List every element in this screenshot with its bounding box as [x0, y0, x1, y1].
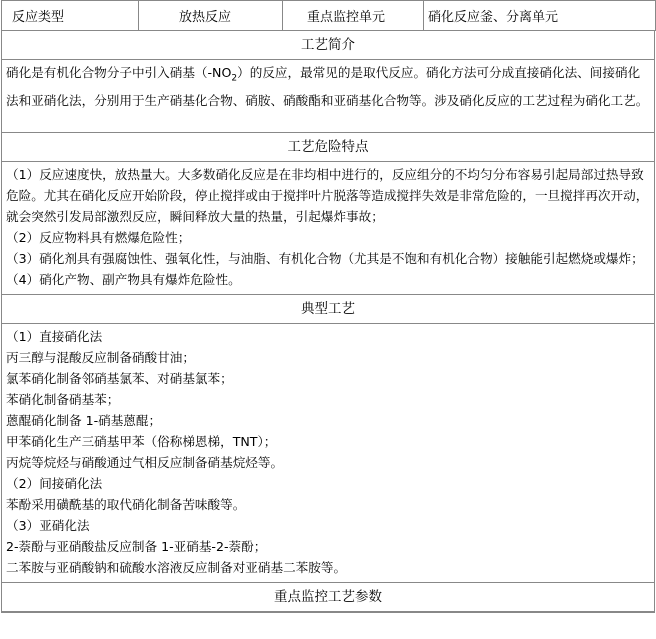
typical-line: 2-萘酚与亚硝酸盐反应制备 1-亚硝基-2-萘酚；	[6, 539, 267, 554]
typical-section	[1, 295, 655, 583]
typical-line: 苯硝化制备硝基苯；	[6, 392, 120, 407]
params-title: 重点监控工艺参数	[2, 583, 654, 612]
reaction-type-value: 放热反应	[139, 1, 283, 31]
intro-text	[2, 60, 654, 132]
intro-text-after: ）的反应，最常见的是取代反应。硝化方法可分成直接硝化法、间接硝化法和亚硝化法，分别用于生产硝基化合物、硝胺、硝酸酯和亚硝基化合物等。涉及硝化反应的工艺过程为硝化工艺。	[6, 65, 649, 108]
header-row	[2, 1, 656, 31]
hazard-item: （2）反应物料具有燃爆危险性；	[6, 230, 191, 245]
typical-line: （1）直接硝化法	[6, 329, 103, 344]
hazards-title: 工艺危险特点	[2, 133, 654, 162]
reaction-type-label: 反应类型	[2, 1, 139, 31]
params-section	[1, 583, 655, 613]
typical-line: 苯酚采用磺酰基的取代硝化制备苦味酸等。	[6, 497, 246, 512]
typical-line: 氯苯硝化制备邻硝基氯苯、对硝基氯苯；	[6, 371, 233, 386]
typical-line: 丙烷等烷烃与硝酸通过气相反应制备硝基烷烃等。	[6, 455, 284, 470]
hazards-list	[2, 162, 654, 294]
typical-line: 丙三醇与混酸反应制备硝酸甘油；	[6, 350, 195, 365]
hazard-item: （4）硝化产物、副产物具有爆炸危险性。	[6, 272, 241, 287]
hazard-item: （1）反应速度快，放热量大。大多数硝化反应是在非均相中进行的，反应组分的不均匀分布容易引起局部过热导致危险。尤其在硝化反应开始阶段，停止搅拌或由于搅拌叶片脱落等造成搅拌失效是非常危险的，一旦搅拌再次开动，就会突然引发局部激烈反应，瞬间释放大量的热量，引起爆炸事故；	[6, 167, 649, 224]
hazards-section	[1, 133, 655, 295]
intro-text-before: 硝化是有机化合物分子中引入硝基（-NO	[6, 65, 232, 80]
typical-line: （2）间接硝化法	[6, 476, 103, 491]
header-table	[1, 0, 656, 31]
monitor-unit-label: 重点监控单元	[283, 1, 424, 31]
typical-title: 典型工艺	[2, 295, 654, 324]
typical-line: 蒽醌硝化制备 1-硝基蒽醌；	[6, 413, 162, 428]
monitor-unit-value: 硝化反应釜、分离单元	[424, 1, 656, 31]
process-sheet	[1, 0, 655, 613]
intro-subscript: 2	[231, 73, 238, 84]
typical-list	[2, 324, 654, 582]
intro-title: 工艺简介	[2, 31, 654, 60]
hazard-item: （3）硝化剂具有强腐蚀性、强氧化性，与油脂、有机化合物（尤其是不饱和有机化合物）接触能引起燃烧或爆炸；	[6, 251, 644, 266]
typical-line: 二苯胺与亚硝酸钠和硫酸水溶液反应制备对亚硝基二苯胺等。	[6, 560, 347, 575]
typical-line: （3）亚硝化法	[6, 518, 90, 533]
intro-section	[1, 31, 655, 133]
typical-line: 甲苯硝化生产三硝基甲苯（俗称梯恩梯，TNT）；	[6, 434, 277, 449]
